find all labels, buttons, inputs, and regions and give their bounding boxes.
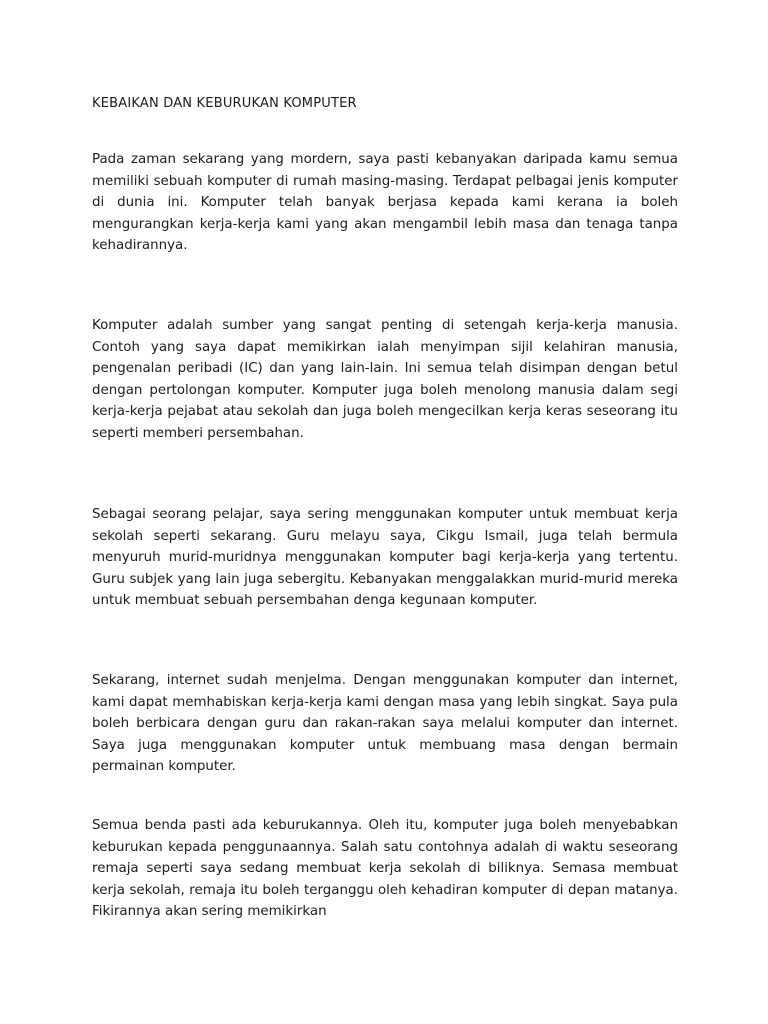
- paragraph-2: Komputer adalah sumber yang sangat penting di setengah kerja-kerja manusia. Contoh yang saya dapat memikirkan ialah menyimpan sijil kelahiran manusia, pengenalan peribadi (IC) dan yang lain-lain. Ini semua telah disimpan dengan betul dengan pertolongan komputer. Komputer juga boleh menolong manusia dalam segi kerja-kerja pejabat atau sekolah dan juga boleh mengecilkan kerja keras seseorang itu seperti memberi persembahan.: [92, 318, 678, 441]
- paragraph-4: Sekarang, internet sudah menjelma. Dengan menggunakan komputer dan internet, kami dapat memhabiskan kerja-kerja kami dengan masa yang lebih singkat. Saya pula boleh berbicara dengan guru dan rakan-rakan saya melalui komputer dan internet. Saya juga menggunakan komputer untuk membuang masa dengan bermain permainan komputer.: [92, 673, 678, 775]
- paragraph-1: Pada zaman sekarang yang mordern, saya pasti kebanyakan daripada kamu semua memiliki sebuah komputer di rumah masing-masing. Terdapat pelbagai jenis komputer di dunia ini. Komputer telah banyak berjasa kepada kami kerana ia boleh mengurangkan kerja-kerja kami yang akan mengambil lebih masa dan tenaga tanpa kehadirannya.: [92, 152, 678, 254]
- paragraph-3: Sebagai seorang pelajar, saya sering menggunakan komputer untuk membuat kerja sekolah seperti sekarang. Guru melayu saya, Cikgu Ismail, juga telah bermula menyuruh murid-muridnya menggunakan komputer bagi kerja-kerja yang tertentu. Guru subjek yang lain juga sebergitu. Kebanyakan menggalakkan murid-murid mereka untuk membuat sebuah persembahan denga kegunaan komputer.: [92, 507, 678, 609]
- paragraph-5: Semua benda pasti ada keburukannya. Oleh itu, komputer juga boleh menyebabkan keburukan kepada penggunaannya. Salah satu contohnya adalah di waktu seseorang remaja seperti saya sedang membuat kerja sekolah di biliknya. Semasa membuat kerja sekolah, remaja itu boleh terganggu oleh kehadiran komputer di depan matanya. Fikirannya akan sering memikirkan: [92, 818, 678, 920]
- document-title: KEBAIKAN DAN KEBURUKAN KOMPUTER: [92, 96, 357, 111]
